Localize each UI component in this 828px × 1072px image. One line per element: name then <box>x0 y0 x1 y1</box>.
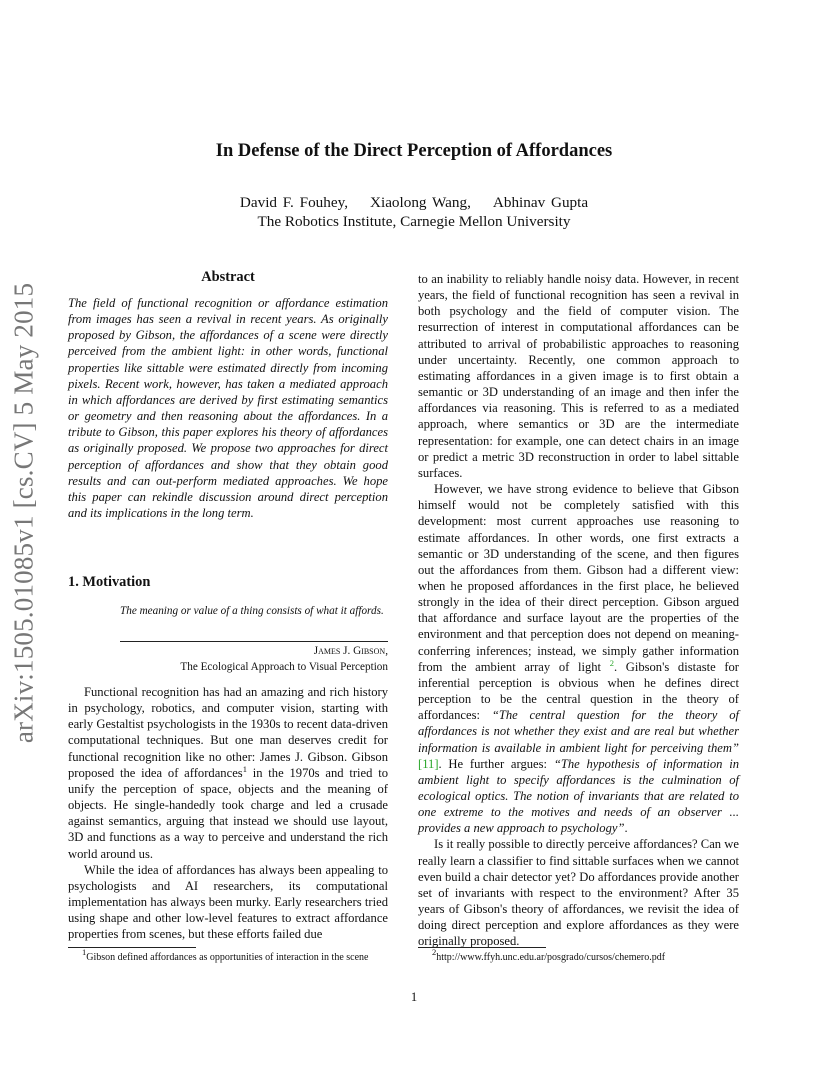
abstract-text: The field of functional recognition or affordance estimation from images has seen a revival in recent years. As originally proposed by Gibson, the affordances of a scene were directly perceived from the ambient light: in other words, functional properties like sittable were estimated directly from incoming pixels. Recent work, however, has taken a mediated approach in which affordances are derived by first estimating semantics or geometry and then reasoning about the affordances. In a tribute to Gibson, this paper explores his theory of affordances as originally proposed. We propose two approaches for direct perception of affordances and show that they obtain good results and can out-perform mediated approaches. We hope this paper can rekindle discussion around direct perception and its implications in the long term. <box>68 296 388 521</box>
author-1: David F. Fouhey, <box>239 194 348 211</box>
paragraph: While the idea of affordances has always been appealing to psychologists and AI researchers, its computational implementation has always been murky. Early researchers tried using shape and other low-level features to extract affordance properties from scenes, but these efforts failed due <box>68 862 388 942</box>
epigraph-rule <box>120 641 388 642</box>
paragraph: Functional recognition has had an amazing and rich history in psychology, robotics, and computer vision, starting with early Gestaltist psychologists in the 1930s to recent data-driven computational techniques. But one man deserves credit for functional recognition like no other: James J. Gibson. Gibson proposed the idea of affordances$^1$ in the 1970s and tried to unify the perception of space, objects and the meaning of objects. He single-handedly took charge and led a crusade against semantics, arguing that instead we should use layout, 3D and functions as a way to perceive and understand the rich world around us. <box>68 685 388 861</box>
left-column-body <box>68 684 388 943</box>
institution: The Robotics Institute, Carnegie Mellon University <box>257 213 571 230</box>
footnote-marker[interactable]: 2 <box>609 657 614 668</box>
paragraph: However, we have strong evidence to believe that Gibson himself would not be completely satisfied with this development: most current approaches use reasoning to estimate affordances. In other words, one first extracts a semantic or 3D understanding of the scene, and then figures out the affordances from them. Gibson had a different view: when he proposed affordances in the first place, he believed strongly in the idea of their direct perception. Gibson argued that affordance and surface layout are the properties of the environment and that perception does not depend on meaning-conferring inferences; instead, we simply gather information from the ambient array of light $^2$. Gibson's distaste for inferential perception is obvious when he defines direct perception to be the central question in the theory of affordances: “The central question for the theory of affordances is not whether they exist and are real but whether information is available in ambient light for perceiving them” [11]. He further argues: “The hypothesis of information in ambient light to specify affordances is the culmination of ecological optics. The notion of invariants that are related to one extreme to the motives and needs of an observer ... provides a new approach to psychology”. <box>418 482 740 836</box>
page-number: 1 <box>410 990 418 1004</box>
citation-link[interactable]: [11] <box>418 756 439 771</box>
epigraph-attribution <box>120 644 388 675</box>
paragraph: Is it really possible to directly perceive affordances? Can we really learn a classifier to find sittable surfaces when we cannot even build a chair detector yet? Do affordances provide another set of invariants with respect to the environment? After 35 years of Gibson's theory of affordances, we revisit the idea of doing direct perception and explore affordances as they were originally proposed. <box>418 837 739 949</box>
arxiv-stamp: arXiv:1505.01085v1 [cs.CV] 5 May 2015 <box>8 282 39 744</box>
author-list <box>0 194 828 212</box>
footnote-marker[interactable]: 1 <box>242 763 247 774</box>
footnote-rule-left <box>68 947 196 948</box>
author-3: Abhinav Gupta <box>492 194 589 211</box>
abstract-heading: Abstract <box>201 269 255 285</box>
epigraph-quote: The meaning or value of a thing consists of what it affords. <box>120 605 384 617</box>
epigraph-source: The Ecological Approach to Visual Perception <box>180 660 388 673</box>
paper-title: In Defense of the Direct Perception of Affordances <box>215 141 613 161</box>
section-heading-motivation: 1. Motivation <box>68 574 151 590</box>
footnote-1: $^1$Gibson defined affordances as opportunities of interaction in the scene <box>82 947 369 963</box>
footnote-2: $^2$http://www.ffyh.unc.edu.ar/posgrado/cursos/chemero.pdf <box>432 947 666 963</box>
author-2: Xiaolong Wang, <box>370 194 471 211</box>
right-column-body <box>418 271 739 950</box>
footnote-rule-right <box>418 947 546 948</box>
epigraph-author: James J. Gibson, <box>313 645 388 657</box>
paragraph: to an inability to reliably handle noisy data. However, in recent years, the field of functional recognition has seen a revival in both psychology and the field of computer vision. The resurrection of interest in computational affordances can be attributed to arrival of probabilistic approaches to reasoning under uncertainty. Recently, one common approach to estimating affordances in a given image is to first obtain a semantic or 3D understanding of an image and then infer the affordances via reasoning. This is referred to as a mediated approach, where semantics or 3D are the intermediate representation: for example, one can detect chairs in an image or predict a metric 3D reconstruction in order to label sittable surfaces. <box>418 272 739 480</box>
